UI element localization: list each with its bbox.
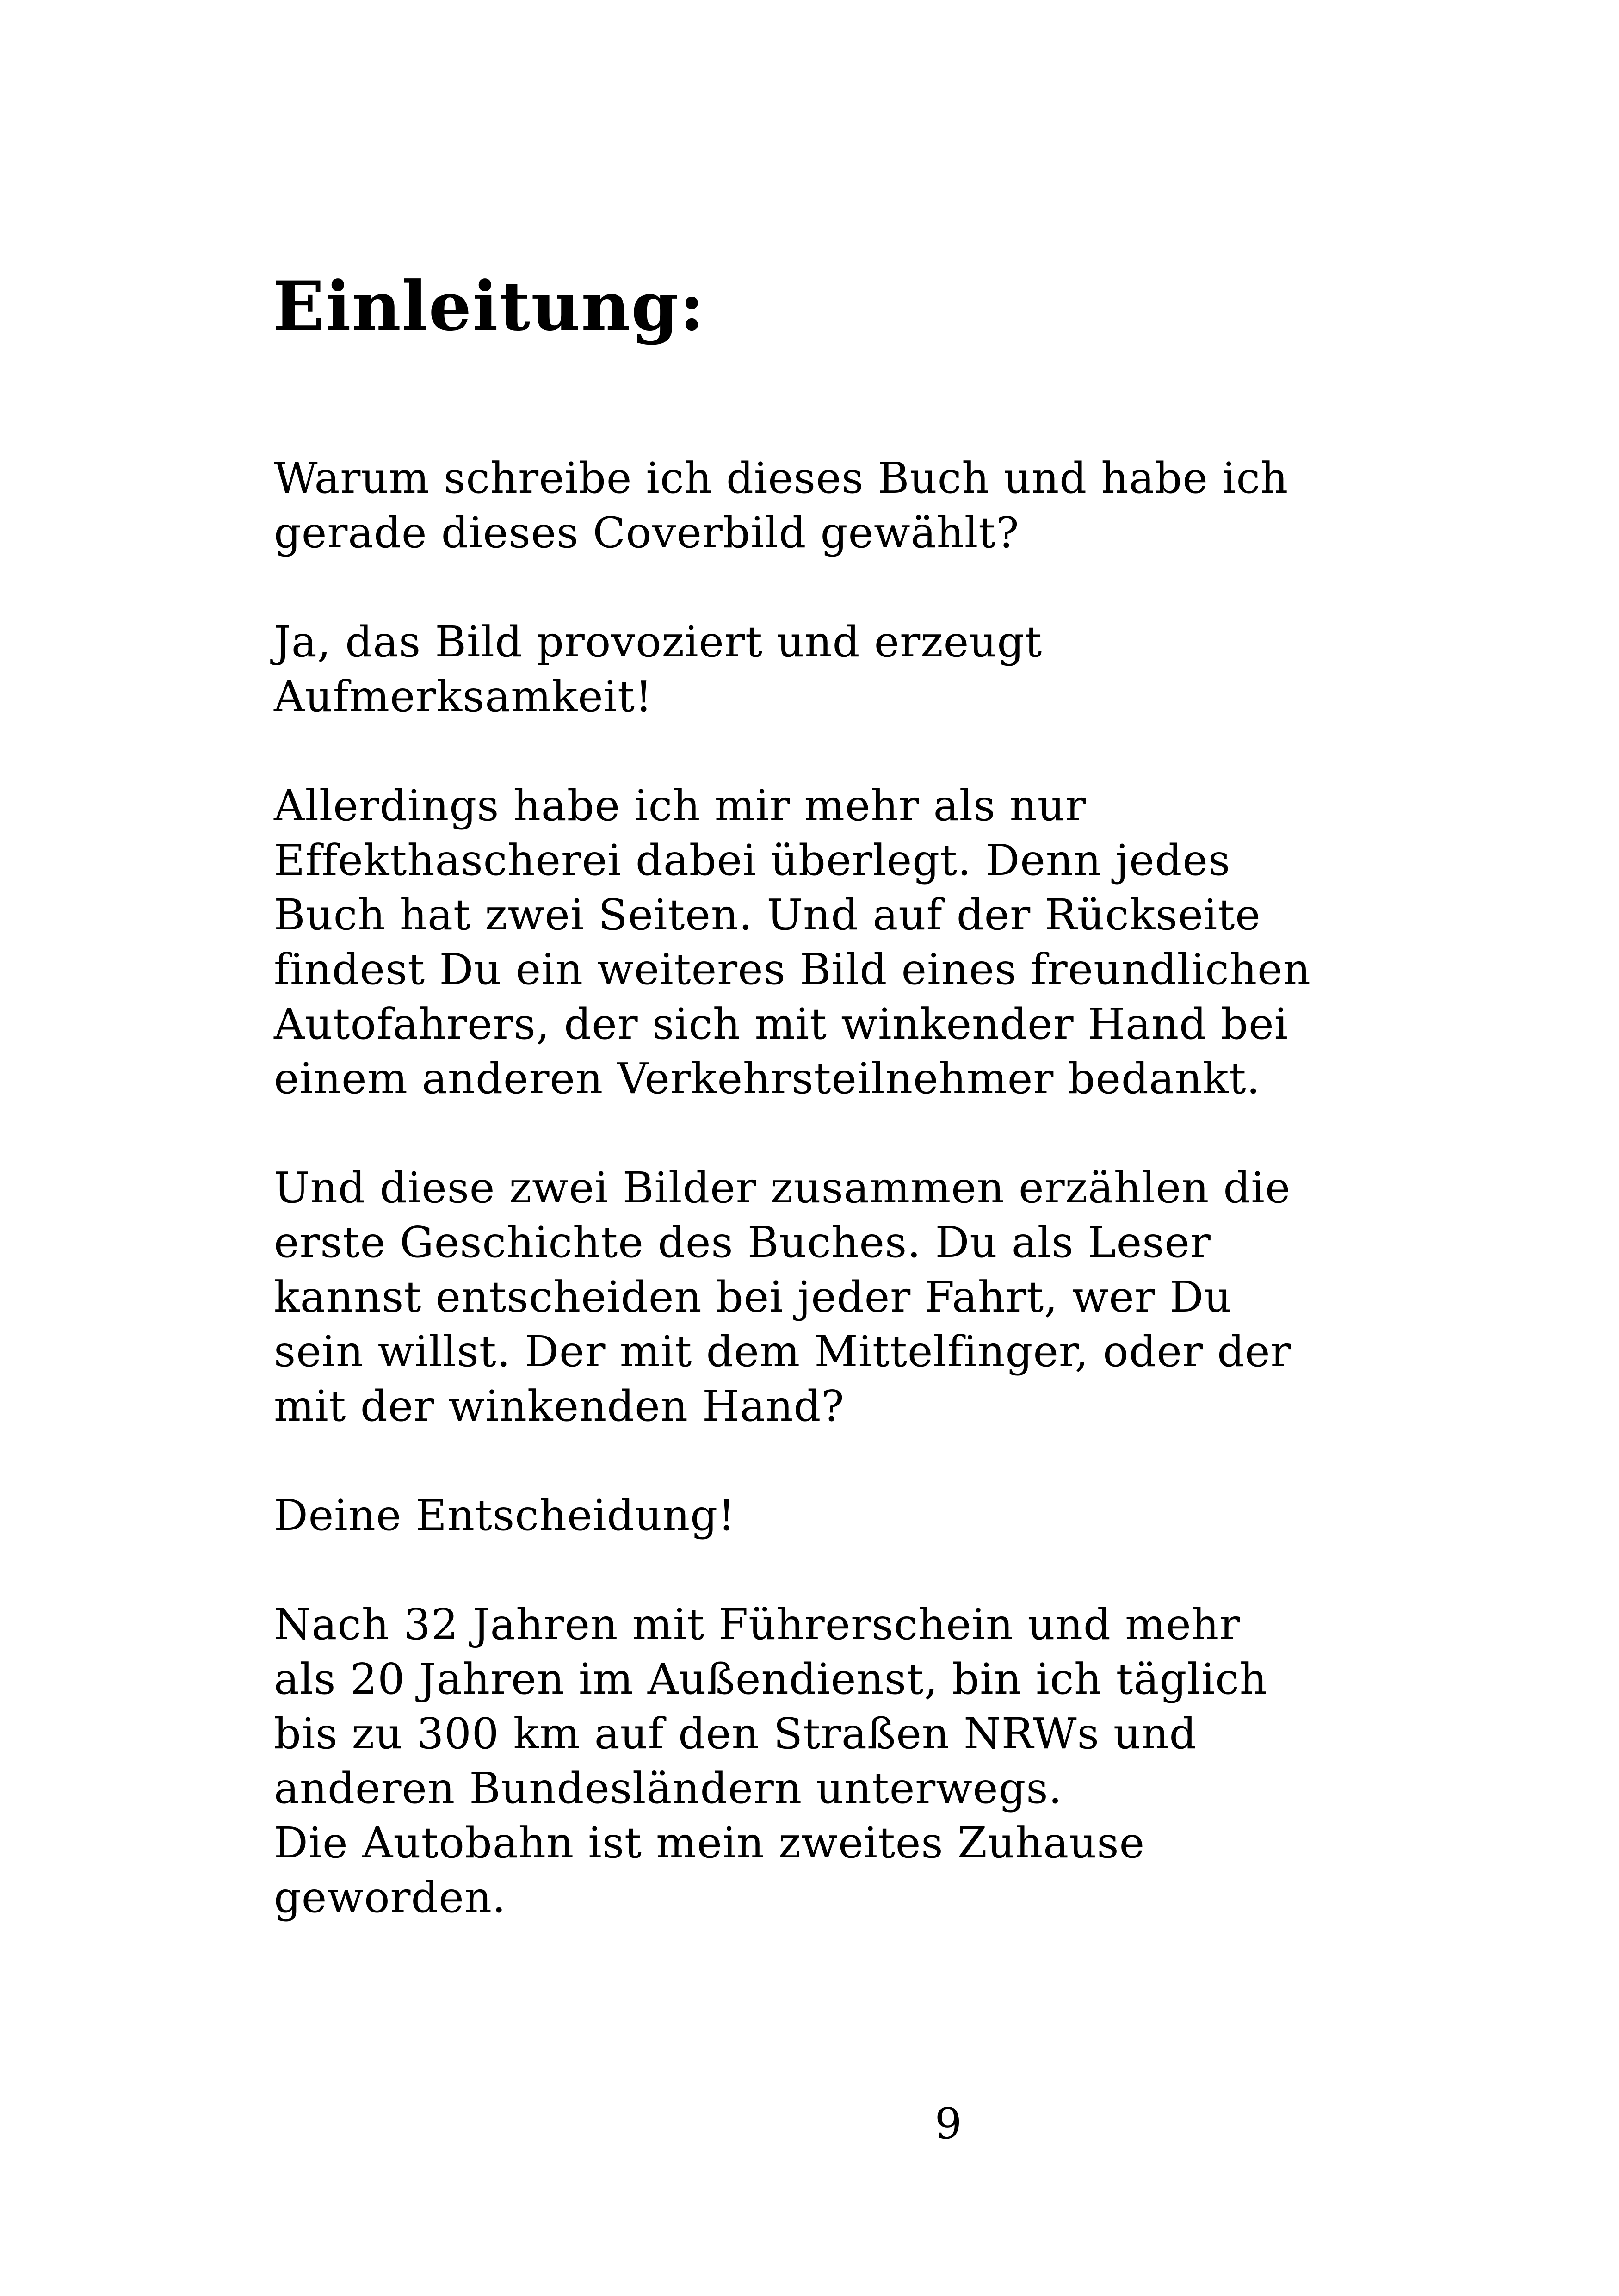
text-line: Deine Entscheidung! [274,1491,736,1540]
text-line: mit der winkenden Hand? [274,1381,845,1431]
text-line: erste Geschichte des Buches. Du als Leser [274,1218,1211,1267]
paragraph [274,779,1546,1106]
text-line: gerade dieses Coverbild gewählt? [274,508,1020,557]
text-line: Buch hat zwei Seiten. Und auf der Rückseite [274,890,1261,940]
body-text [274,451,1546,1980]
text-line: Allerdings habe ich mir mehr als nur [274,781,1087,830]
chapter-heading: Einleitung: [273,267,705,346]
text-line: Aufmerksamkeit! [274,672,653,721]
text-line: Warum schreibe ich dieses Buch und habe ich [274,453,1289,503]
text-line: sein willst. Der mit dem Mittelfinger, oder der [274,1327,1291,1376]
paragraph [274,451,1546,560]
paragraph [274,615,1546,724]
text-line: als 20 Jahren im Außendienst, bin ich täglich [274,1654,1267,1704]
text-line: Autofahrers, der sich mit winkender Hand bei [274,999,1289,1049]
text-line: anderen Bundesländern unterwegs. [274,1764,1063,1813]
paragraph [274,1488,1546,1543]
text-line: kannst entscheiden bei jeder Fahrt, wer Du [274,1272,1232,1322]
text-line: Effekthascherei dabei überlegt. Denn jedes [274,835,1231,885]
text-line: Und diese zwei Bilder zusammen erzählen die [274,1163,1291,1213]
text-line: findest Du ein weiteres Bild eines freundlichen [274,945,1311,994]
paragraph [274,1597,1546,1925]
text-line: einem anderen Verkehrsteilnehmer bedankt. [274,1054,1261,1103]
text-line: Die Autobahn ist mein zweites Zuhause [274,1818,1145,1868]
paragraph [274,1161,1546,1434]
text-line: Nach 32 Jahren mit Führerschein und mehr [274,1600,1241,1649]
text-line: bis zu 300 km auf den Straßen NRWs und [274,1709,1197,1758]
page-number: 9 [934,2099,962,2148]
text-line: Ja, das Bild provoziert und erzeugt [274,617,1043,667]
text-line: geworden. [274,1873,507,1922]
